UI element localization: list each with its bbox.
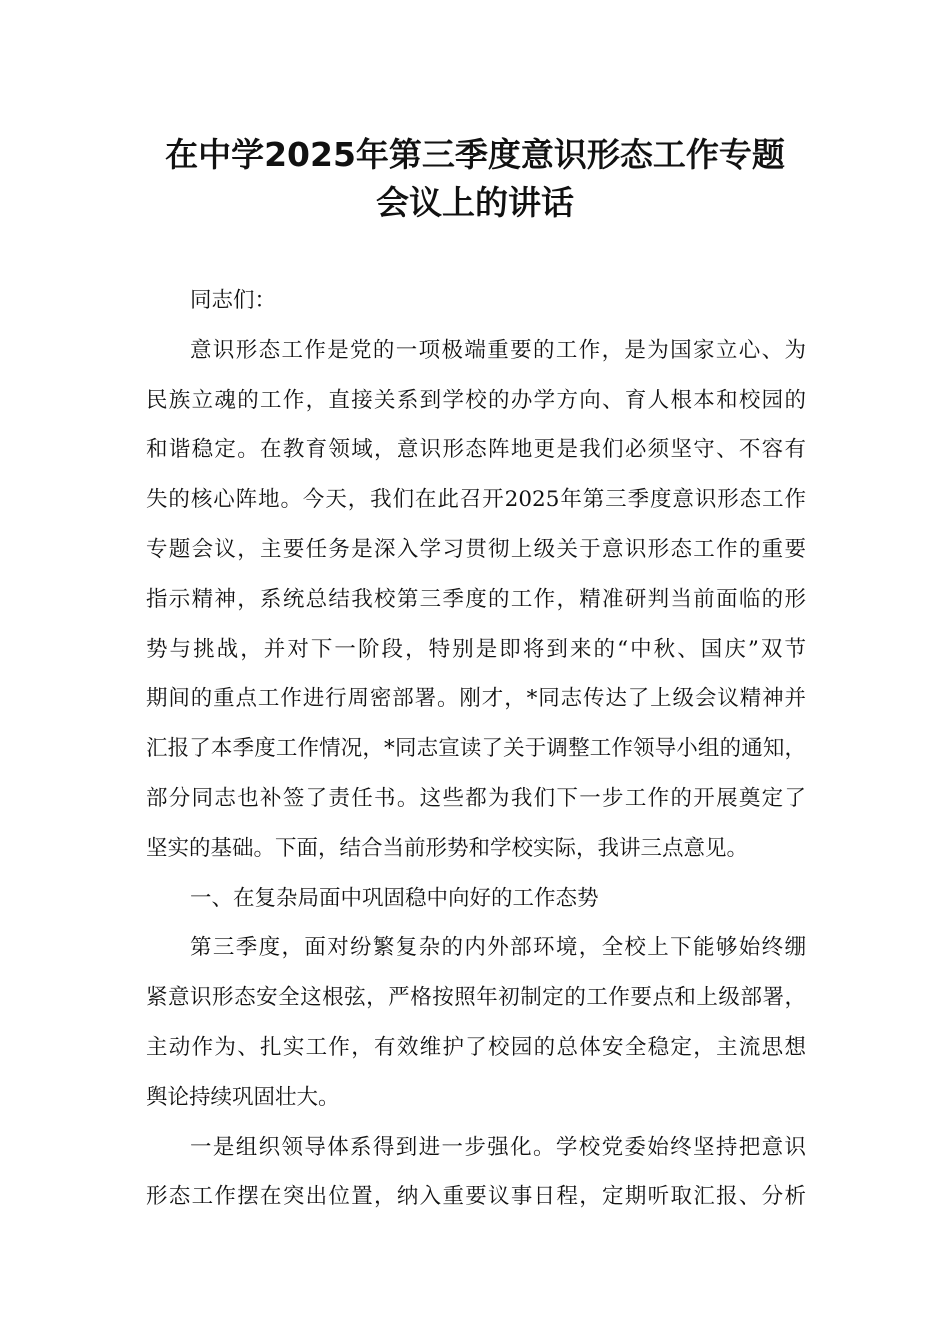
paragraph-line: 紧意识形态安全这根弦，严格按照年初制定的工作要点和上级部署， — [146, 985, 806, 1011]
document-body — [146, 276, 806, 1222]
section-heading: 一、在复杂局面中巩固稳中向好的工作态势 — [190, 885, 599, 911]
paragraph-line: 汇报了本季度工作情况，*同志宣读了关于调整工作领导小组的通知， — [146, 736, 806, 762]
paragraph-line: 和谐稳定。在教育领域，意识形态阵地更是我们必须坚守、不容有 — [146, 437, 806, 463]
paragraph-line: 意识形态工作是党的一项极端重要的工作，是为国家立心、为 — [190, 337, 806, 363]
document-title — [100, 131, 850, 227]
paragraph-line: 一是组织领导体系得到进一步强化。学校党委始终坚持把意识 — [190, 1134, 806, 1160]
salutation: 同志们： — [190, 288, 277, 313]
paragraph-line: 形态工作摆在突出位置，纳入重要议事日程，定期听取汇报、分析 — [146, 1184, 806, 1210]
paragraph-line: 失的核心阵地。今天，我们在此召开2025年第三季度意识形态工作 — [146, 487, 806, 513]
title-line-2: 会议上的讲话 — [376, 183, 574, 222]
paragraph-line: 民族立魂的工作，直接关系到学校的办学方向、育人根本和校园的 — [146, 387, 806, 413]
paragraph-line: 部分同志也补签了责任书。这些都为我们下一步工作的开展奠定了 — [146, 785, 806, 811]
paragraph-line: 势与挑战，并对下一阶段，特别是即将到来的“中秋、国庆”双节 — [146, 636, 806, 662]
paragraph-line: 指示精神，系统总结我校第三季度的工作，精准研判当前面临的形 — [146, 586, 806, 612]
title-line-1: 在中学2025年第三季度意识形态工作专题 — [165, 135, 785, 174]
paragraph-line: 坚实的基础。下面，结合当前形势和学校实际，我讲三点意见。 — [146, 835, 749, 861]
paragraph-line: 专题会议，主要任务是深入学习贯彻上级关于意识形态工作的重要 — [146, 536, 806, 562]
paragraph-line: 期间的重点工作进行周密部署。刚才，*同志传达了上级会议精神并 — [146, 686, 806, 712]
paragraph-line: 舆论持续巩固壮大。 — [146, 1084, 340, 1110]
paragraph-line: 第三季度，面对纷繁复杂的内外部环境，全校上下能够始终绷 — [190, 935, 806, 961]
paragraph-line: 主动作为、扎实工作，有效维护了校园的总体安全稳定，主流思想 — [146, 1034, 806, 1060]
